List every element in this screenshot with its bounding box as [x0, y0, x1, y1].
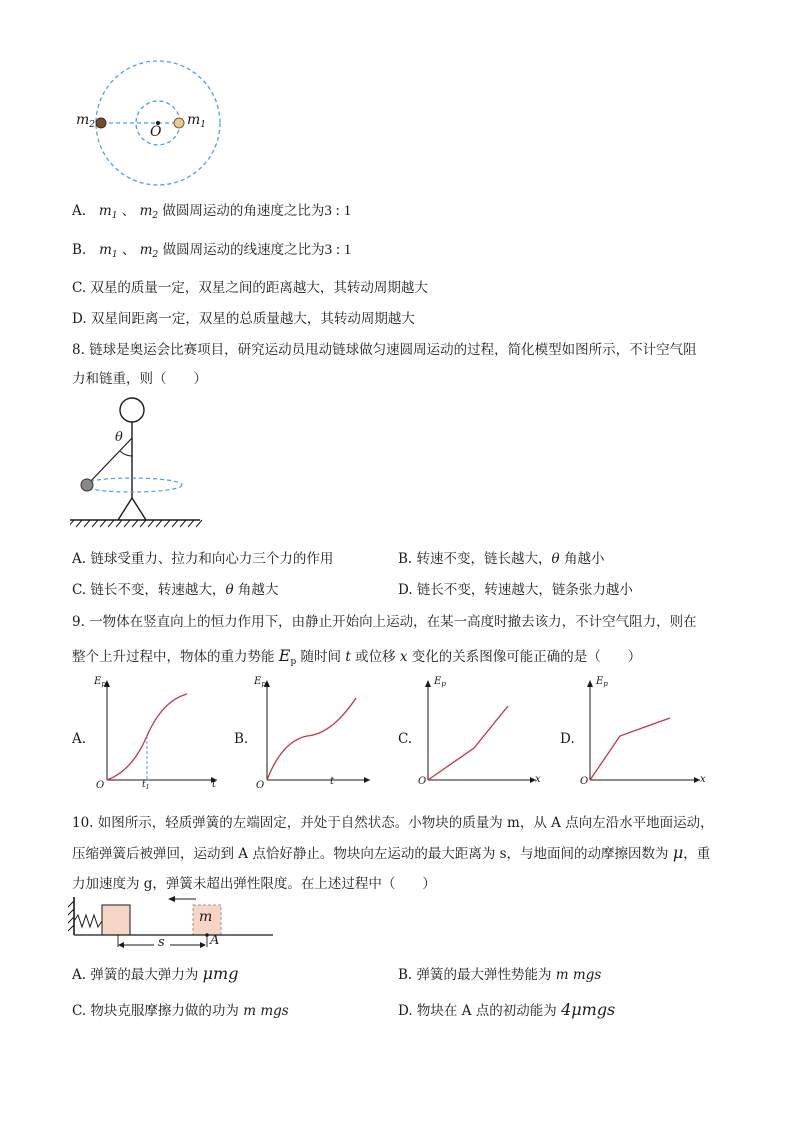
q10-option-a: A. 弹簧的最大弹力为 μmg [72, 964, 239, 983]
distance-label-s: s [158, 935, 165, 950]
point-label-A: A [210, 933, 220, 948]
q9-stem-line1: 9. 一物体在竖直向上的恒力作用下，由静止开始向上运动，在某一高度时撤去该力，不计空气阻力，则在 [72, 614, 697, 630]
q10-stem-line2: 压缩弹簧后被弹回，运动到 A 点恰好静止。物块向左运动的最大距离为 s，与地面间的动摩擦因数为 μ，重 [72, 843, 711, 862]
label-m2: $m_2$ [76, 112, 96, 130]
q8-option-c: C. 链长不变，转速越大，θ 角越大 [72, 582, 279, 598]
q7-option-d: D. 双星间距离一定，双星的总质量越大，其转动周期越大 [72, 311, 415, 327]
graph-d-curve [590, 718, 670, 780]
theta-label: θ [115, 430, 123, 445]
graph-b: $E_p$ O t [252, 676, 377, 794]
q10-option-c: C. 物块克服摩擦力做的功为 m mgs [72, 1003, 289, 1019]
spring-block-figure [68, 895, 278, 955]
q8-stem-line2: 力和链重，则（ ） [72, 371, 207, 387]
graph-b-label: B. [234, 731, 249, 747]
star-m2 [96, 118, 106, 128]
q7-option-c: C. 双星的质量一定，双星之间的距离越大，其转动周期越大 [72, 280, 428, 296]
label-O: O [150, 124, 162, 140]
graph-c-curve [428, 706, 508, 780]
binary-star-diagram [70, 40, 250, 205]
graph-b-curve [267, 698, 356, 780]
graph-c-label: C. [398, 731, 413, 747]
q10-stem-line1: 10. 如图所示，轻质弹簧的左端固定，并处于自然状态。小物块的质量为 m，从 A 点向左沿水平地面运动， [72, 815, 714, 831]
q9-stem-line2: 整个上升过程中，物体的重力势能 $E_p$ 随时间 t 或位移 x 变化的关系图像可能正确的是（ ） [72, 646, 642, 667]
graph-d: $E_p$ O x [580, 676, 706, 787]
hammer-throw-diagram [70, 392, 210, 532]
hammer-ball [81, 479, 93, 491]
q7-option-b: B. $m_1$ 、 $m_2$ 做圆周运动的线速度之比为3 : 1 [72, 242, 352, 260]
q10-option-b: B. 弹簧的最大弹性势能为 m mgs [398, 967, 602, 983]
q10-stem-line3: 力加速度为 g，弹簧未超出弹性限度。在上述过程中（ ） [72, 876, 436, 892]
q7-option-a: A. $m_1$ 、 $m_2$ 做圆周运动的角速度之比为3 : 1 [72, 203, 352, 221]
q8-option-b: B. 转速不变，链长越大，θ 角越小 [398, 551, 605, 567]
binary-star-figure [70, 40, 250, 205]
q8-stem-line1: 8. 链球是奥运会比赛项目，研究运动员甩动链球做匀速圆周运动的过程，简化模型如图所示，不计空气阻 [72, 342, 697, 358]
star-m1 [174, 118, 184, 128]
graph-a: $E_p$ O t $t_1$ [94, 676, 217, 791]
graph-c: $E_p$ O x [418, 676, 541, 787]
q10-option-d: D. 物块在 A 点的初动能为 4μmgs [398, 1000, 616, 1019]
graph-a-label: A. [72, 731, 87, 747]
graph-d-label: D. [560, 731, 575, 747]
block-left [102, 905, 130, 935]
block-label-m: m [199, 909, 213, 925]
label-m1: $m_1$ [187, 112, 207, 130]
q8-option-d: D. 链长不变，转速越大，链条张力越小 [398, 582, 633, 598]
hammer-throw-figure [70, 392, 210, 532]
q8-option-a: A. 链球受重力、拉力和向心力三个力的作用 [72, 551, 334, 567]
